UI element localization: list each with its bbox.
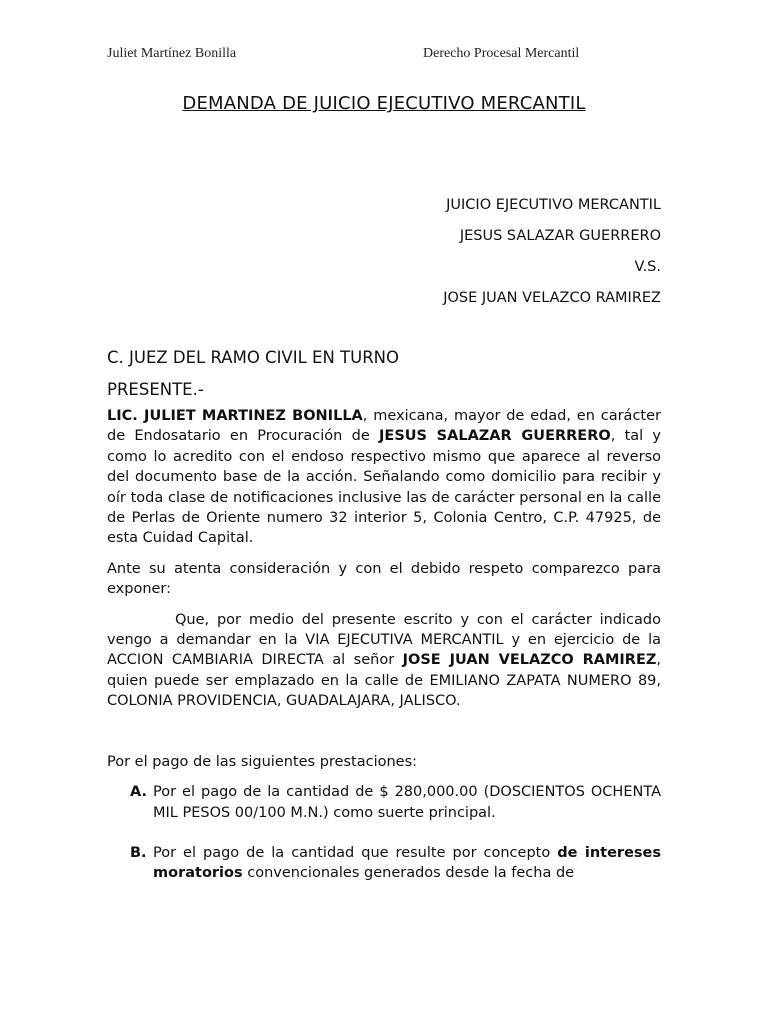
item-text: Por el pago de la cantidad que resulte por concepto de intereses moratorios convencionales generados desde la fecha de: [153, 844, 662, 882]
lawyer-name: LIC. JULIET MARTINEZ BONILLA: [107, 408, 363, 424]
plaintiff-name: JESUS SALAZAR GUERRERO: [459, 228, 661, 244]
item-letter: A.: [130, 784, 147, 801]
item-letter: B.: [130, 844, 147, 861]
header-subject: Derecho Procesal Mercantil: [423, 46, 580, 61]
list-item: [130, 782, 661, 823]
addressee-present: PRESENTE.-: [107, 380, 204, 399]
document-title: DEMANDA DE JUICIO EJECUTIVO MERCANTIL: [182, 93, 586, 114]
header-author: Juliet Martínez Bonilla: [107, 46, 237, 61]
list-item: [130, 843, 661, 884]
paragraph-claim: Que, por medio del presente escrito y con el carácter indicado vengo a demandar en la VIA EJECUTIVA MERCANTIL y en ejercicio de la ACCION CAMBIARIA DIRECTA al señor JOSE JUAN VELAZCO RAMIREZ, quien puede ser emplazado en la calle de EMILIANO ZAPATA NUMERO 89, COLONIA PROVIDENCIA, GUADALAJARA, JALISCO.: [107, 611, 661, 710]
prestaciones-list: [130, 782, 661, 884]
addressee-judge: C. JUEZ DEL RAMO CIVIL EN TURNO: [107, 348, 399, 367]
item-text: Por el pago de la cantidad de $ 280,000.00 (DOSCIENTOS OCHENTA MIL PESOS 00/100 M.N.) como suerte principal.: [153, 784, 661, 821]
client-name: JESUS SALAZAR GUERRERO: [379, 428, 611, 445]
paragraph-appearance: LIC. JULIET MARTINEZ BONILLA, mexicana, mayor de edad, en carácter de Endosatario en Procuración de JESUS SALAZAR GUERRERO, tal y como lo acredito con el endoso respectivo mismo que aparece al reverso del documento base de la acción. Señalando como domicilio para recibir y oír toda clase de notificaciones inclusive las de carácter personal en la calle de Perlas de Oriente numero 32 interior 5, Colonia Centro, C.P. 47925, de esta Cuidad Capital.: [107, 408, 661, 547]
defendant-name: JOSE JUAN VELAZCO RAMIREZ: [443, 290, 661, 306]
document-body: [107, 346, 661, 904]
paragraph-prestaciones-intro: Por el pago de las siguientes prestaciones:: [107, 753, 418, 770]
case-type: JUICIO EJECUTIVO MERCANTIL: [446, 197, 661, 213]
paragraph-consideration: Ante su atenta consideración y con el debido respeto comparezco para exponer:: [107, 560, 661, 598]
versus: V.S.: [634, 259, 661, 275]
defendant-bold: JOSE JUAN VELAZCO RAMIREZ: [402, 652, 657, 669]
case-caption: [443, 190, 661, 314]
